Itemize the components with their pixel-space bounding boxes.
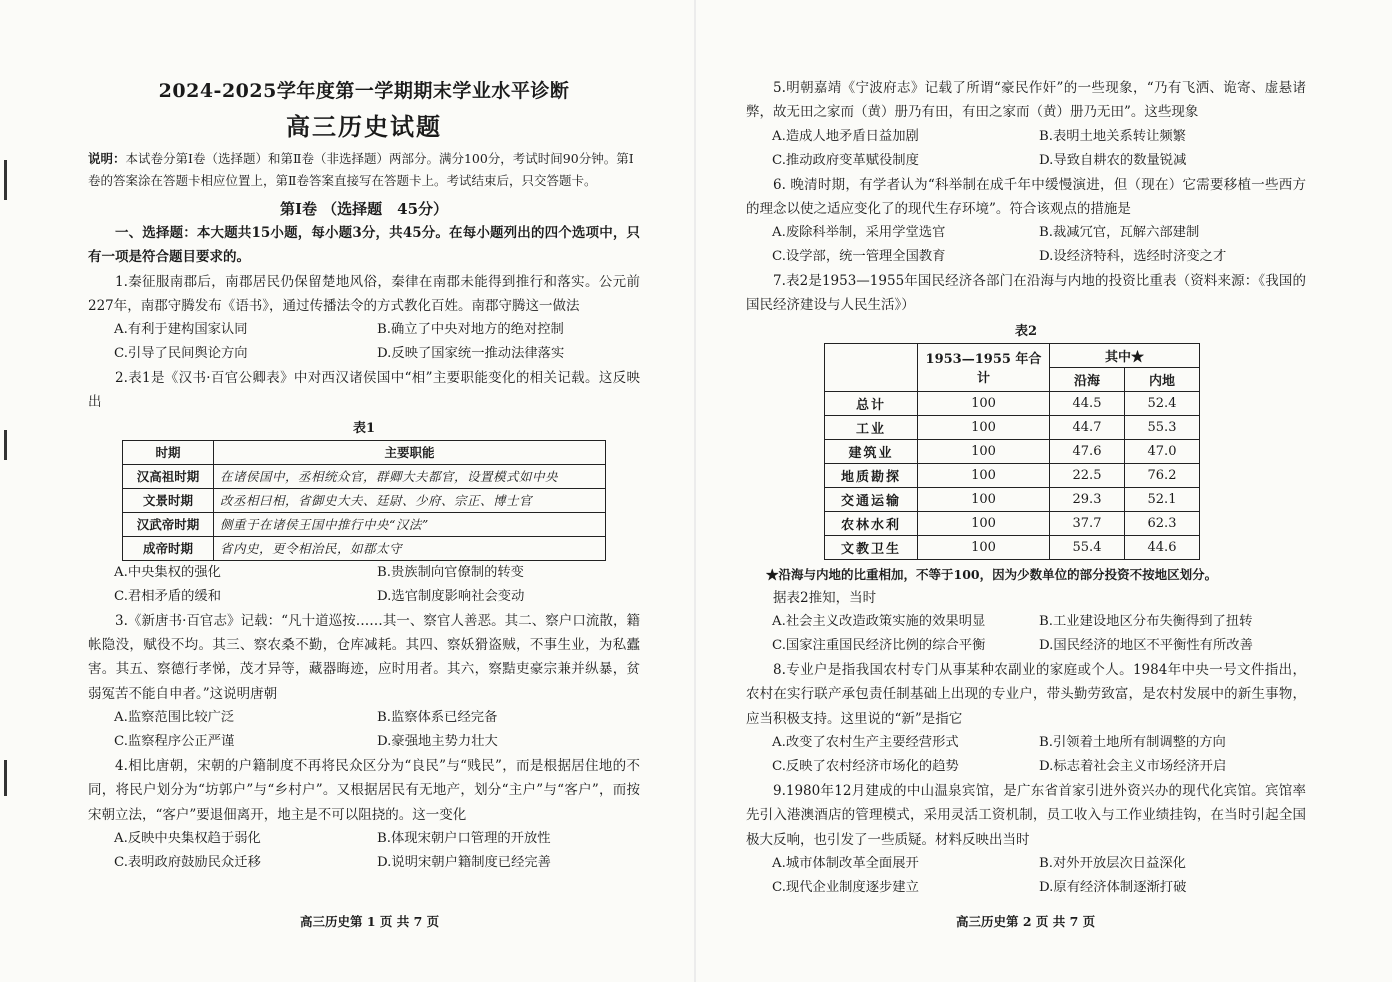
option-b[interactable]: B.工业建设地区分布失衡得到了扭转 [1039, 614, 1253, 630]
question-3-options [88, 706, 640, 754]
table-row [123, 512, 606, 536]
question-9-options [746, 852, 1306, 900]
page-footer: 高三历史第 1 页 共 7 页 [300, 914, 440, 929]
option-c[interactable]: C.国家注重国民经济比例的综合平衡 [772, 638, 986, 654]
option-c[interactable]: C.监察程序公正严谨 [114, 733, 235, 749]
option-c[interactable]: C.反映了农村经济市场化的趋势 [772, 758, 959, 774]
table-header-coast: 沿海 [1050, 367, 1125, 391]
total-cell: 100 [918, 415, 1050, 439]
coast-cell: 47.6 [1050, 439, 1125, 463]
question-3-stem: 3.《新唐书·百官志》记载：“凡十道巡按……其一、察官人善恶。其二、察户口流散，籍帐隐没，赋役不均。其三、察农桑不勤，仓库减耗。其四、察妖猾盗贼，不事生业，为私蠹害。其五、察德行孝悌，茂才异等，藏器晦迹，应时用者。其六，察黠吏豪宗兼并纵暴，贫弱冤苦不能自申者。”这说明唐朝 [88, 612, 640, 702]
table-header: 时期 [123, 440, 214, 464]
table-header-blank [825, 343, 918, 391]
duty-cell: 侧重于在诸侯王国中推行中央“汉法” [214, 512, 606, 536]
inland-cell: 52.4 [1125, 391, 1200, 415]
sector-cell: 建筑业 [825, 439, 918, 463]
question-6-options [746, 221, 1306, 269]
option-b[interactable]: B.确立了中央对地方的绝对控制 [377, 322, 564, 338]
table-1 [122, 440, 606, 561]
option-a[interactable]: A.中央集权的强化 [114, 564, 221, 580]
option-a[interactable]: A.造成人地矛盾日益加剧 [772, 128, 919, 144]
table-header-row [825, 343, 1200, 367]
choice-instructions: 一、选择题：本大题共15小题，每小题3分，共45分。在每小题列出的四个选项中，只有一项是符合题目要求的。 [88, 225, 640, 266]
option-d[interactable]: D.设经济特科，选经时济变之才 [1039, 249, 1227, 265]
coast-cell: 29.3 [1050, 487, 1125, 511]
question-2-stem: 2.表1是《汉书·百官公卿表》中对西汉诸侯国中“相”主要职能变化的相关记载。这反映出 [88, 370, 640, 411]
total-cell: 100 [918, 535, 1050, 559]
option-a[interactable]: A.反映中央集权趋于弱化 [114, 830, 261, 846]
table-row [123, 488, 606, 512]
coast-cell: 44.5 [1050, 391, 1125, 415]
coast-cell: 44.7 [1050, 415, 1125, 439]
table-header-inland: 内地 [1125, 367, 1200, 391]
option-a[interactable]: A.监察范围比较广泛 [114, 709, 235, 725]
option-d[interactable]: D.反映了国家统一推动法律落实 [377, 346, 565, 362]
option-d[interactable]: D.选官制度影响社会变动 [377, 588, 525, 604]
option-d[interactable]: D.国民经济的地区不平衡性有所改善 [1039, 638, 1253, 654]
sector-cell: 交通运输 [825, 487, 918, 511]
table-row [825, 487, 1200, 511]
inland-cell: 47.0 [1125, 439, 1200, 463]
option-a[interactable]: A.社会主义改造政策实施的效果明显 [772, 614, 986, 630]
duty-cell: 改丞相曰相，省御史大夫、廷尉、少府、宗正、博士官 [214, 488, 606, 512]
question-6-stem: 6. 晚清时期，有学者认为“科举制在成千年中缓慢演进，但（现在）它需要移植一些西方的理念以使之适应变化了的现代生存环境”。符合该观点的措施是 [746, 176, 1306, 217]
table-1-caption: 表1 [352, 420, 376, 436]
exam-title: 2024-2025学年度第一学期期末学业水平诊断 [158, 80, 570, 102]
option-d[interactable]: D.豪强地主势力壮大 [377, 733, 498, 749]
table-2-footnote: ★沿海与内地的比重相加，不等于100，因为少数单位的部分投资不按地区划分。 [766, 566, 1218, 582]
option-b[interactable]: B.对外开放层次日益深化 [1039, 855, 1186, 871]
sector-cell: 地质勘探 [825, 463, 918, 487]
table-row [825, 439, 1200, 463]
option-c[interactable]: C.表明政府鼓励民众迁移 [114, 854, 261, 870]
section-title: 第Ⅰ卷 （选择题 45分） [279, 200, 449, 218]
page-footer: 高三历史第 2 页 共 7 页 [956, 914, 1096, 929]
coast-cell: 55.4 [1050, 535, 1125, 559]
table-row [825, 463, 1200, 487]
question-8-stem: 8.专业户是指我国农村专门从事某种农副业的家庭或个人。1984年中央一号文件指出，农村在实行联产承包责任制基础上出现的专业户，带头勤劳致富，是农村发展中的新生事物，应当积极支持。这里说的“新”是指它 [746, 662, 1306, 727]
table-row [825, 535, 1200, 559]
question-4-options [88, 827, 640, 875]
inland-cell: 52.1 [1125, 487, 1200, 511]
exam-page-2 [696, 0, 1392, 982]
sector-cell: 总计 [825, 391, 918, 415]
question-1-options [88, 318, 640, 366]
question-7-options [746, 610, 1306, 658]
option-d[interactable]: D.导致自耕农的数量锐减 [1039, 152, 1187, 168]
coast-cell: 22.5 [1050, 463, 1125, 487]
option-a[interactable]: A.城市体制改革全面展开 [772, 855, 919, 871]
question-5-stem: 5.明朝嘉靖《宁波府志》记载了所谓“豪民作奸”的一些现象，“乃有飞洒、诡寄、虚悬诸弊，故无田之家而（黄）册乃有田，有田之家而（黄）册乃无田”。这些现象 [746, 80, 1306, 121]
question-7-lead: 据表2推知，当时 [773, 589, 877, 606]
coast-cell: 37.7 [1050, 511, 1125, 535]
option-c[interactable]: C.引导了民间舆论方向 [114, 346, 248, 362]
duty-cell: 省内史，更令相治民，如郡太守 [214, 536, 606, 560]
option-a[interactable]: A.有利于建构国家认同 [114, 322, 248, 338]
sector-cell: 工业 [825, 415, 918, 439]
option-c[interactable]: C.现代企业制度逐步建立 [772, 879, 919, 895]
period-cell: 成帝时期 [123, 536, 214, 560]
sector-cell: 文教卫生 [825, 535, 918, 559]
option-b[interactable]: B.监察体系已经完备 [377, 709, 498, 725]
total-cell: 100 [918, 391, 1050, 415]
table-header-row [123, 440, 606, 464]
option-c[interactable]: C.设学部，统一管理全国教育 [772, 249, 946, 265]
note-text: 本试卷分第Ⅰ卷（选择题）和第Ⅱ卷（非选择题）两部分。满分100分，考试时间90分钟。第Ⅰ卷的答案涂在答题卡相应位置上，第Ⅱ卷答案直接写在答题卡上。考试结束后，只交答题卡。 [88, 151, 634, 188]
total-cell: 100 [918, 439, 1050, 463]
option-a[interactable]: A.改变了农村生产主要经营形式 [772, 734, 959, 750]
note-label: 说明： [88, 151, 126, 166]
period-cell: 文景时期 [123, 488, 214, 512]
total-cell: 100 [918, 463, 1050, 487]
question-7-stem: 7.表2是1953—1955年国民经济各部门在沿海与内地的投资比重表（资料来源：《我国的国民经济建设与人民生活》） [746, 273, 1306, 314]
sector-cell: 农林水利 [825, 511, 918, 535]
period-cell: 汉武帝时期 [123, 512, 214, 536]
question-9-stem: 9.1980年12月建成的中山温泉宾馆，是广东省首家引进外资兴办的现代化宾馆。宾馆率先引入港澳酒店的管理模式，采用灵活工资机制，员工收入与工作业绩挂钩，在当时引起全国极大反响，也引发了一些质疑。材料反映出当时 [746, 782, 1306, 848]
duty-cell: 在诸侯国中，丞相统众官，群卿大夫都官，设置模式如中央 [214, 464, 606, 488]
inland-cell: 62.3 [1125, 511, 1200, 535]
exam-subtitle: 高三历史试题 [286, 112, 442, 141]
option-b[interactable]: B.体现宋朝户口管理的开放性 [377, 830, 551, 846]
option-b[interactable]: B.贵族制向官僚制的转变 [377, 564, 524, 580]
option-c[interactable]: C.推动政府变革赋役制度 [772, 152, 919, 168]
table-row [123, 464, 606, 488]
table-row [123, 536, 606, 560]
option-b[interactable]: B.裁减冗官，瓦解六部建制 [1039, 225, 1200, 241]
table-row [825, 415, 1200, 439]
option-d[interactable]: D.标志着社会主义市场经济开启 [1039, 758, 1227, 774]
question-2-options [88, 561, 640, 609]
inland-cell: 76.2 [1125, 463, 1200, 487]
question-1-stem: 1.秦征服南郡后，南郡居民仍保留楚地风俗，秦律在南郡未能得到推行和落实。公元前227年，南郡守腾发布《语书》，通过传播法令的方式教化百姓。南郡守腾这一做法 [88, 273, 640, 314]
table-2 [824, 343, 1200, 560]
table-header-group: 其中★ [1050, 343, 1200, 367]
option-d[interactable]: D.说明宋朝户籍制度已经完善 [377, 854, 551, 870]
period-cell: 汉高祖时期 [123, 464, 214, 488]
table-row [825, 391, 1200, 415]
table-2-caption: 表2 [1014, 323, 1038, 339]
total-cell: 100 [918, 487, 1050, 511]
option-c[interactable]: C.君相矛盾的缓和 [114, 588, 222, 604]
question-4-stem: 4.相比唐朝，宋朝的户籍制度不再将民众区分为“良民”与“贱民”，而是根据居住地的不同，将民户划分为“坊郭户”与“乡村户”。又根据居民有无地产，划分“主户”与“客户”，而按宋朝立法，“客户”要退佃离开，地主是不可以阻挠的。这一变化 [88, 757, 640, 823]
option-d[interactable]: D.原有经济体制逐渐打破 [1039, 879, 1187, 895]
option-b[interactable]: B.表明土地关系转让频繁 [1039, 128, 1186, 144]
table-header: 主要职能 [214, 440, 606, 464]
question-8-options [746, 731, 1306, 779]
question-5-options [746, 125, 1306, 173]
exam-instructions-note [88, 148, 640, 192]
table-row [825, 511, 1200, 535]
total-cell: 100 [918, 511, 1050, 535]
inland-cell: 44.6 [1125, 535, 1200, 559]
option-a[interactable]: A.废除科举制，采用学堂选官 [772, 225, 946, 241]
option-b[interactable]: B.引领着土地所有制调整的方向 [1039, 734, 1226, 750]
table-header-total: 1953—1955 年合计 [918, 343, 1050, 391]
inland-cell: 55.3 [1125, 415, 1200, 439]
